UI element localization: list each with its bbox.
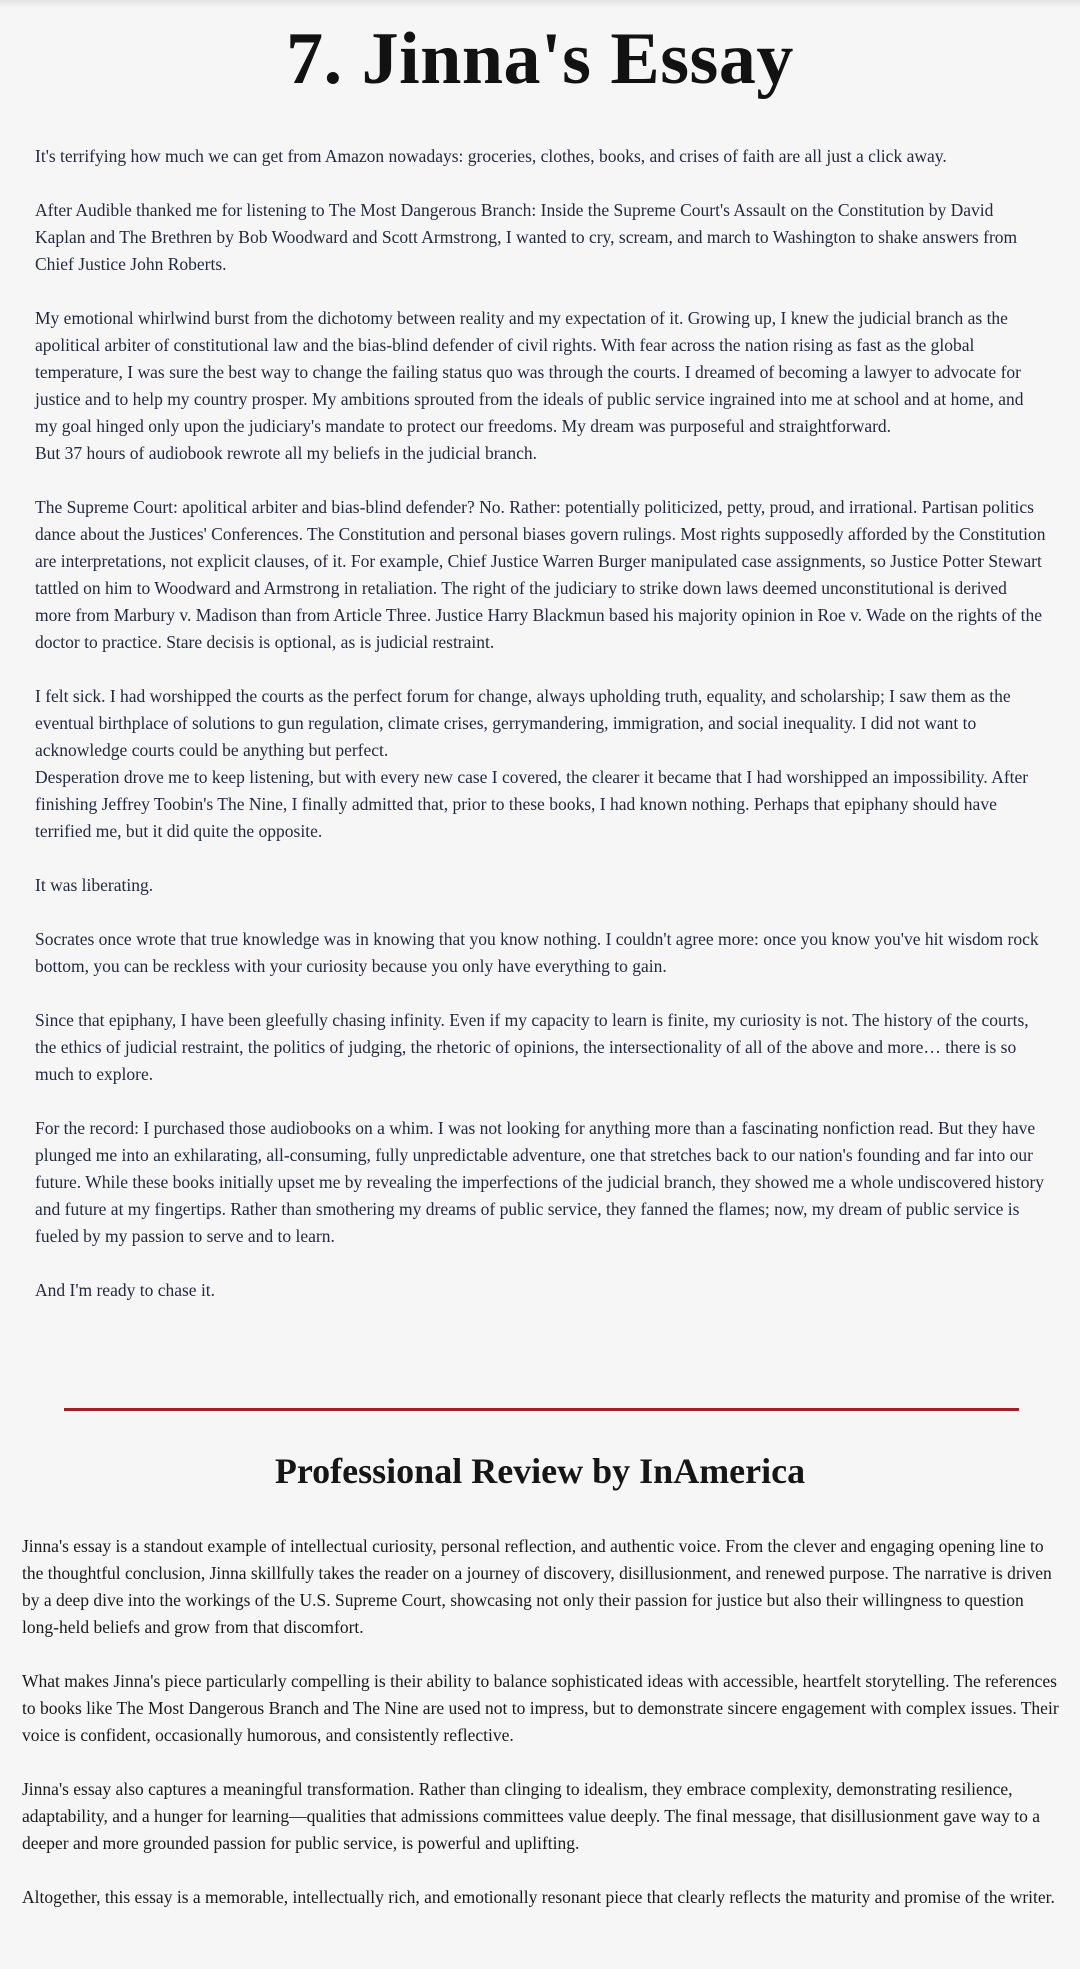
review-paragraph-4: Altogether, this essay is a memorable, intellectually rich, and emotionally resonant piece that clearly reflects the maturity and promise of the writer. <box>22 1887 1055 1907</box>
review-paragraph-3: Jinna's essay also captures a meaningful transformation. Rather than clinging to idealism, they embrace complexity, demonstrating resilience, adaptability, and a hunger for learning—qualities that admissions committees value deeply. The final message, that disillusionment gave way to a deeper and more grounded passion for public service, is powerful and uplifting. <box>22 1779 1040 1853</box>
review-body <box>22 1533 1062 1938</box>
essay-paragraph-11: For the record: I purchased those audiobooks on a whim. I was not looking for anything more than a fascinating nonfiction read. But they have plunged me into an exhilarating, all-consuming, fully unpredictable adventure, one that stretches back to our nation's founding and far into our future. While these books initially upset me by revealing the imperfections of the judicial branch, they showed me a whole undiscovered history and future at my fingertips. Rather than smothering my dreams of public service, they fanned the flames; now, my dream of public service is fueled by my passion to serve and to learn. <box>35 1118 1045 1246</box>
essay-body <box>35 143 1047 1331</box>
review-title: Professional Review by InAmerica <box>274 1451 806 1491</box>
essay-paragraph-3: My emotional whirlwind burst from the dichotomy between reality and my expectation of it. Growing up, I knew the judicial branch as the apolitical arbiter of constitutional law and the bias-blind defender of civil rights. With fear across the nation rising as fast as the global temperature, I was sure the best way to change the failing status quo was through the courts. I dreamed of becoming a lawyer to advocate for justice and to help my country prosper. My ambitions sprouted from the ideals of public service ingrained into me at school and at home, and my goal hinged only upon the judiciary's mandate to protect our freedoms. My dream was purposeful and straightforward. <box>35 308 1024 436</box>
essay-paragraph-4: But 37 hours of audiobook rewrote all my beliefs in the judicial branch. <box>35 443 538 463</box>
essay-paragraph-1: It's terrifying how much we can get from Amazon nowadays: groceries, clothes, books, and crises of faith are all just a click away. <box>35 146 947 166</box>
essay-paragraph-7: Desperation drove me to keep listening, but with every new case I covered, the clearer it became that I had worshipped an impossibility. After finishing Jeffrey Toobin's The Nine, I finally admitted that, prior to these books, I had known nothing. Perhaps that epiphany should have terrified me, but it did quite the opposite. <box>35 767 1029 841</box>
essay-paragraph-2: After Audible thanked me for listening to The Most Dangerous Branch: Inside the Supreme Court's Assault on the Constitution by David Kaplan and The Brethren by Bob Woodward and Scott Armstrong, I wanted to cry, scream, and march to Washington to shake answers from Chief Justice John Roberts. <box>35 200 1018 274</box>
essay-paragraph-10: Since that epiphany, I have been gleefully chasing infinity. Even if my capacity to learn is finite, my curiosity is not. The history of the courts, the ethics of judicial restraint, the politics of judging, the rhetoric of opinions, the intersectionality of all of the above and more… there is so much to explore. <box>35 1010 1029 1084</box>
essay-paragraph-6: I felt sick. I had worshipped the courts as the perfect forum for change, always upholding truth, equality, and scholarship; I saw them as the eventual birthplace of solutions to gun regulation, climate crises, gerrymandering, immigration, and social inequality. I did not want to acknowledge courts could be anything but perfect. <box>35 686 1011 760</box>
essay-paragraph-8: It was liberating. <box>35 875 154 895</box>
review-paragraph-1: Jinna's essay is a standout example of intellectual curiosity, personal reflection, and authentic voice. From the clever and engaging opening line to the thoughtful conclusion, Jinna skillfully takes the reader on a journey of discovery, disillusionment, and renewed purpose. The narrative is driven by a deep dive into the workings of the U.S. Supreme Court, showcasing not only their passion for justice but also their willingness to question long-held beliefs and grow from that discomfort. <box>22 1536 1052 1637</box>
review-paragraph-2: What makes Jinna's piece particularly compelling is their ability to balance sophisticated ideas with accessible, heartfelt storytelling. The references to books like The Most Dangerous Branch and The Nine are used not to impress, but to demonstrate sincere engagement with complex issues. Their voice is confident, occasionally humorous, and consistently reflective. <box>22 1671 1059 1745</box>
essay-paragraph-12: And I'm ready to chase it. <box>35 1280 216 1300</box>
section-divider <box>64 1408 1019 1411</box>
essay-paragraph-9: Socrates once wrote that true knowledge was in knowing that you know nothing. I couldn't agree more: once you know you've hit wisdom rock bottom, you can be reckless with your curiosity because you only have everything to gain. <box>35 929 1039 976</box>
essay-paragraph-5: The Supreme Court: apolitical arbiter and bias-blind defender? No. Rather: potentially politicized, petty, proud, and irrational. Partisan politics dance about the Justices' Conferences. The Constitution and personal biases govern rulings. Most rights supposedly afforded by the Constitution are interpretations, not explicit clauses, of it. For example, Chief Justice Warren Burger manipulated case assignments, so Justice Potter Stewart tattled on him to Woodward and Armstrong in retaliation. The right of the judiciary to strike down laws deemed unconstitutional is derived more from Marbury v. Madison than from Article Three. Justice Harry Blackmun based his majority opinion in Roe v. Wade on the rights of the doctor to practice. Stare decisis is optional, as is judicial restraint. <box>35 497 1046 652</box>
top-shadow <box>0 0 1080 8</box>
essay-title: 7. Jinna's Essay <box>286 18 794 100</box>
